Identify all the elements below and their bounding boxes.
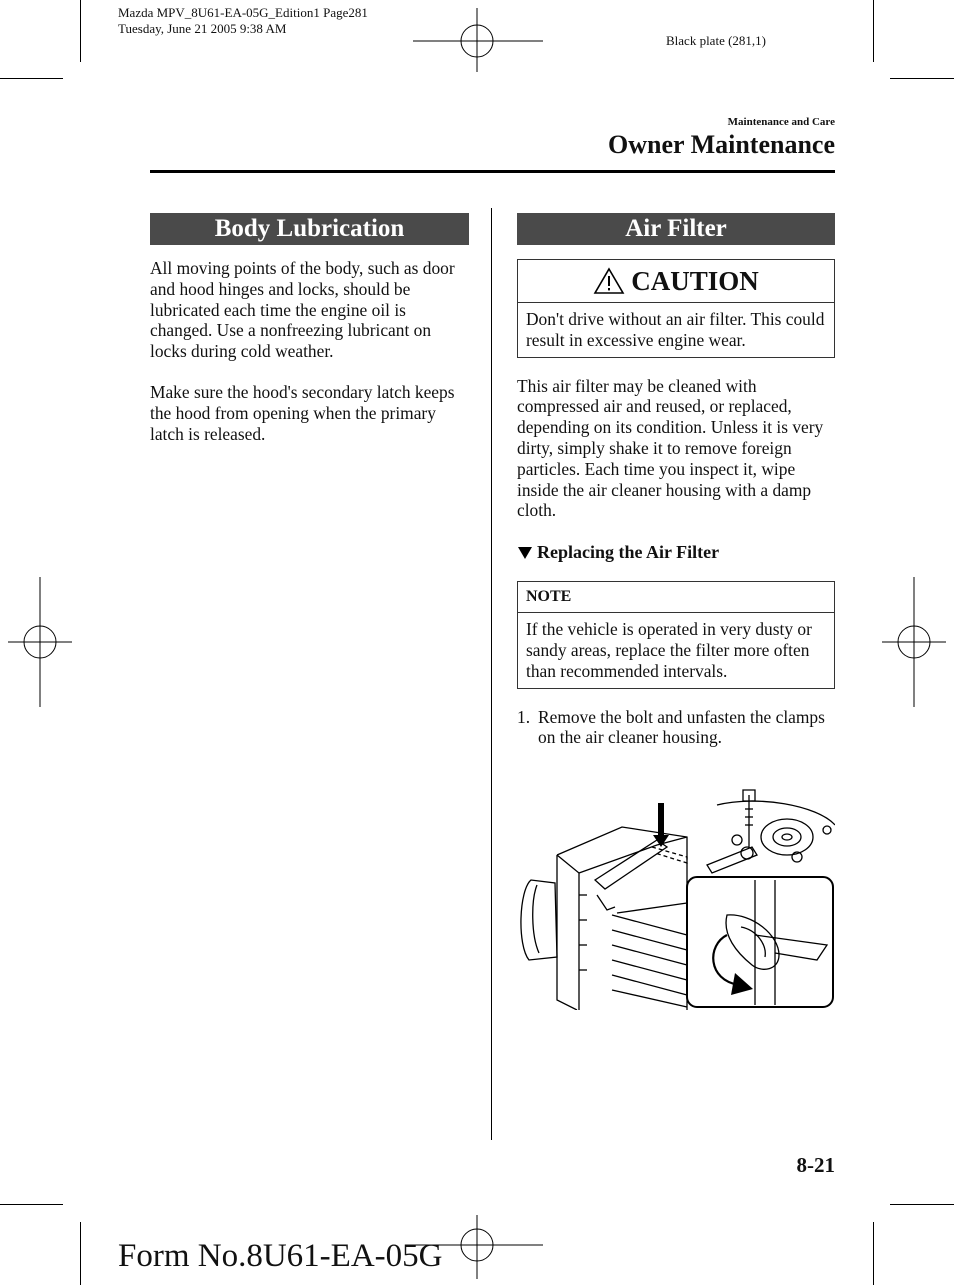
caution-text: Don't drive without an air filter. This could result in excessive engine wear. <box>526 309 825 350</box>
section-category: Maintenance and Care <box>727 116 835 128</box>
page-number: 8-21 <box>796 1153 835 1177</box>
caution-title: CAUTION <box>631 265 759 296</box>
triangle-down-icon <box>517 546 533 560</box>
print-meta-line1: Mazda MPV_8U61-EA-05G_Edition1 Page281 <box>118 5 368 20</box>
plate-label: Black plate (281,1) <box>666 33 766 48</box>
body-lubrication-section <box>150 213 469 444</box>
body-lubrication-heading: Body Lubrication <box>150 213 469 245</box>
crop-mark <box>873 1222 874 1285</box>
caution-box <box>517 259 835 358</box>
air-filter-paragraph: This air filter may be cleaned with compressed air and reused, or replaced, depending on its condition. Unless it is very dirty, simply shake it to remove foreign particles. Each time you inspect it, wipe inside the air cleaner housing with a damp cloth. <box>517 375 824 521</box>
form-number: Form No.8U61-EA-05G <box>118 1238 443 1274</box>
air-filter-heading: Air Filter <box>517 213 835 245</box>
replacing-filter-title: Replacing the Air Filter <box>537 542 720 563</box>
caution-header <box>518 260 834 303</box>
registration-mark-right <box>882 577 946 707</box>
print-metadata <box>118 5 368 37</box>
crop-mark <box>80 1222 81 1285</box>
print-meta-line2: Tuesday, June 21 2005 9:38 AM <box>118 21 287 36</box>
crop-mark <box>0 1204 63 1205</box>
air-cleaner-housing-illustration <box>517 785 835 1010</box>
hood-latch-paragraph: Make sure the hood's secondary latch keeps the hood from opening when the primary latch is released. <box>150 381 455 444</box>
crop-mark <box>873 0 874 62</box>
warning-triangle-icon <box>593 267 625 295</box>
body-lubrication-paragraph: All moving points of the body, such as door and hood hinges and locks, should be lubricated each time the engine oil is changed. Use a nonfreezing lubricant on locks during cold weather. <box>150 258 455 362</box>
note-text: If the vehicle is operated in very dusty or sandy areas, replace the filter more often than recommended intervals. <box>526 619 812 681</box>
registration-mark-top <box>413 8 543 72</box>
step-text: Remove the bolt and unfasten the clamps on the air cleaner housing. <box>538 706 825 748</box>
note-box <box>517 581 835 688</box>
crop-mark <box>0 78 63 79</box>
column-divider <box>491 208 492 1140</box>
step-item <box>517 707 835 749</box>
note-title: NOTE <box>518 582 834 613</box>
air-filter-section <box>517 213 835 748</box>
header-rule <box>150 170 835 173</box>
crop-mark <box>890 78 954 79</box>
step-number: 1. <box>517 706 531 727</box>
section-title: Owner Maintenance <box>608 130 835 159</box>
replacing-filter-subheading <box>517 542 835 563</box>
registration-mark-left <box>8 577 72 707</box>
crop-mark <box>80 0 81 62</box>
crop-mark <box>890 1204 954 1205</box>
